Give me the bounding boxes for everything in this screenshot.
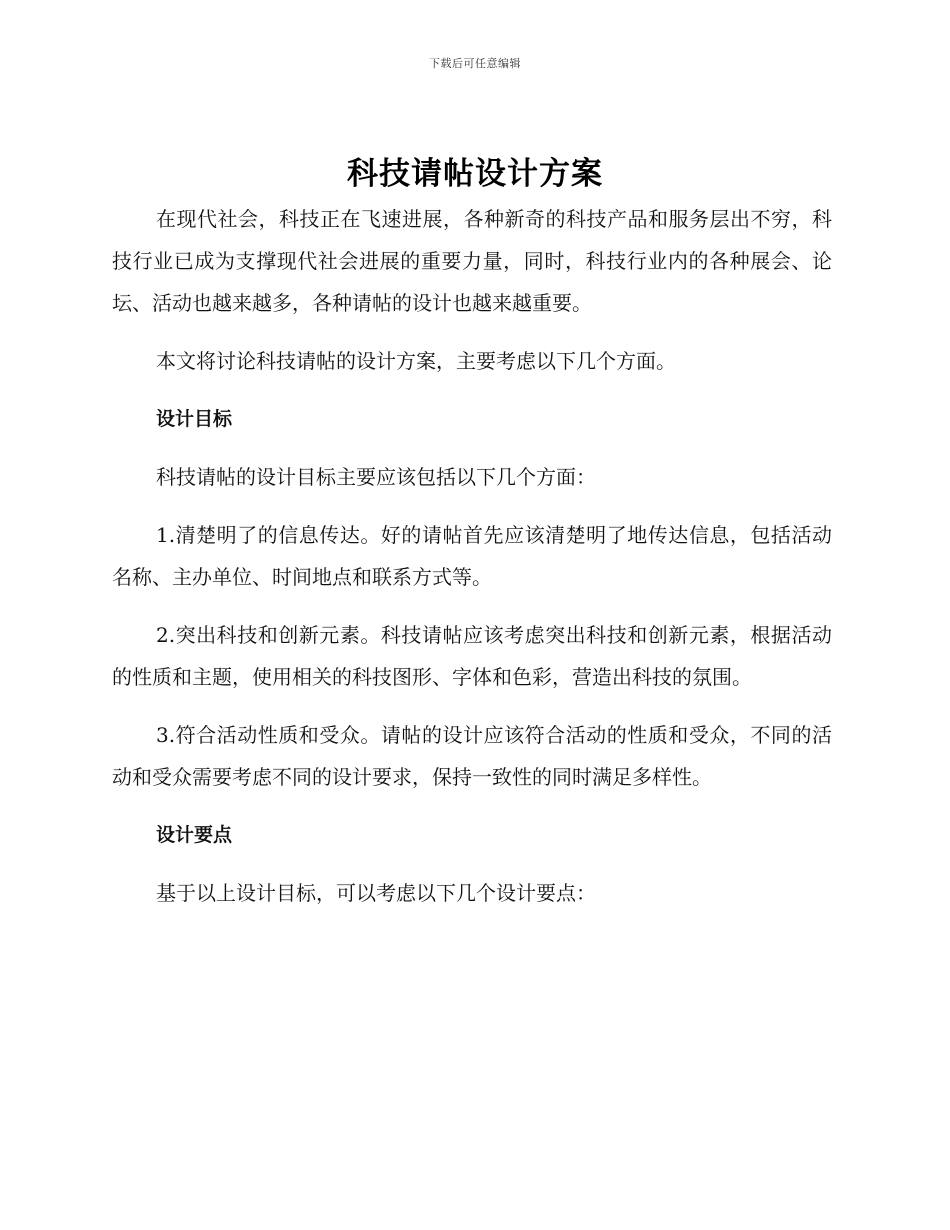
goal-item-2: 2.突出科技和创新元素。科技请帖应该考虑突出科技和创新元素，根据活动的性质和主题，使用相关的科技图形、字体和色彩，营造出科技的氛围。 xyxy=(112,623,832,689)
section-heading-points: 设计要点 xyxy=(156,824,233,846)
goal-item-3: 3.符合活动性质和受众。请帖的设计应该符合活动的性质和受众，不同的活动和受众需要考虑不同的设计要求，保持一致性的同时满足多样性。 xyxy=(112,723,832,789)
header-note: 下载后可任意编辑 xyxy=(429,57,521,70)
document-title: 科技请帖设计方案 xyxy=(347,156,603,192)
goal-item-1: 1.清楚明了的信息传达。好的请帖首先应该清楚明了地传达信息，包括活动名称、主办单位、时间地点和联系方式等。 xyxy=(112,523,832,589)
goals-intro-paragraph: 科技请帖的设计目标主要应该包括以下几个方面： xyxy=(156,465,596,489)
document-body xyxy=(112,198,832,930)
points-intro-paragraph: 基于以上设计目标，可以考虑以下几个设计要点： xyxy=(156,881,596,905)
scope-paragraph: 本文将讨论科技请帖的设计方案，主要考虑以下几个方面。 xyxy=(156,349,676,373)
section-heading-goals: 设计目标 xyxy=(156,408,233,430)
intro-paragraph: 在现代社会，科技正在飞速进展，各种新奇的科技产品和服务层出不穷，科技行业已成为支撑现代社会进展的重要力量，同时，科技行业内的各种展会、论坛、活动也越来越多，各种请帖的设计也越来越重要。 xyxy=(112,207,832,315)
